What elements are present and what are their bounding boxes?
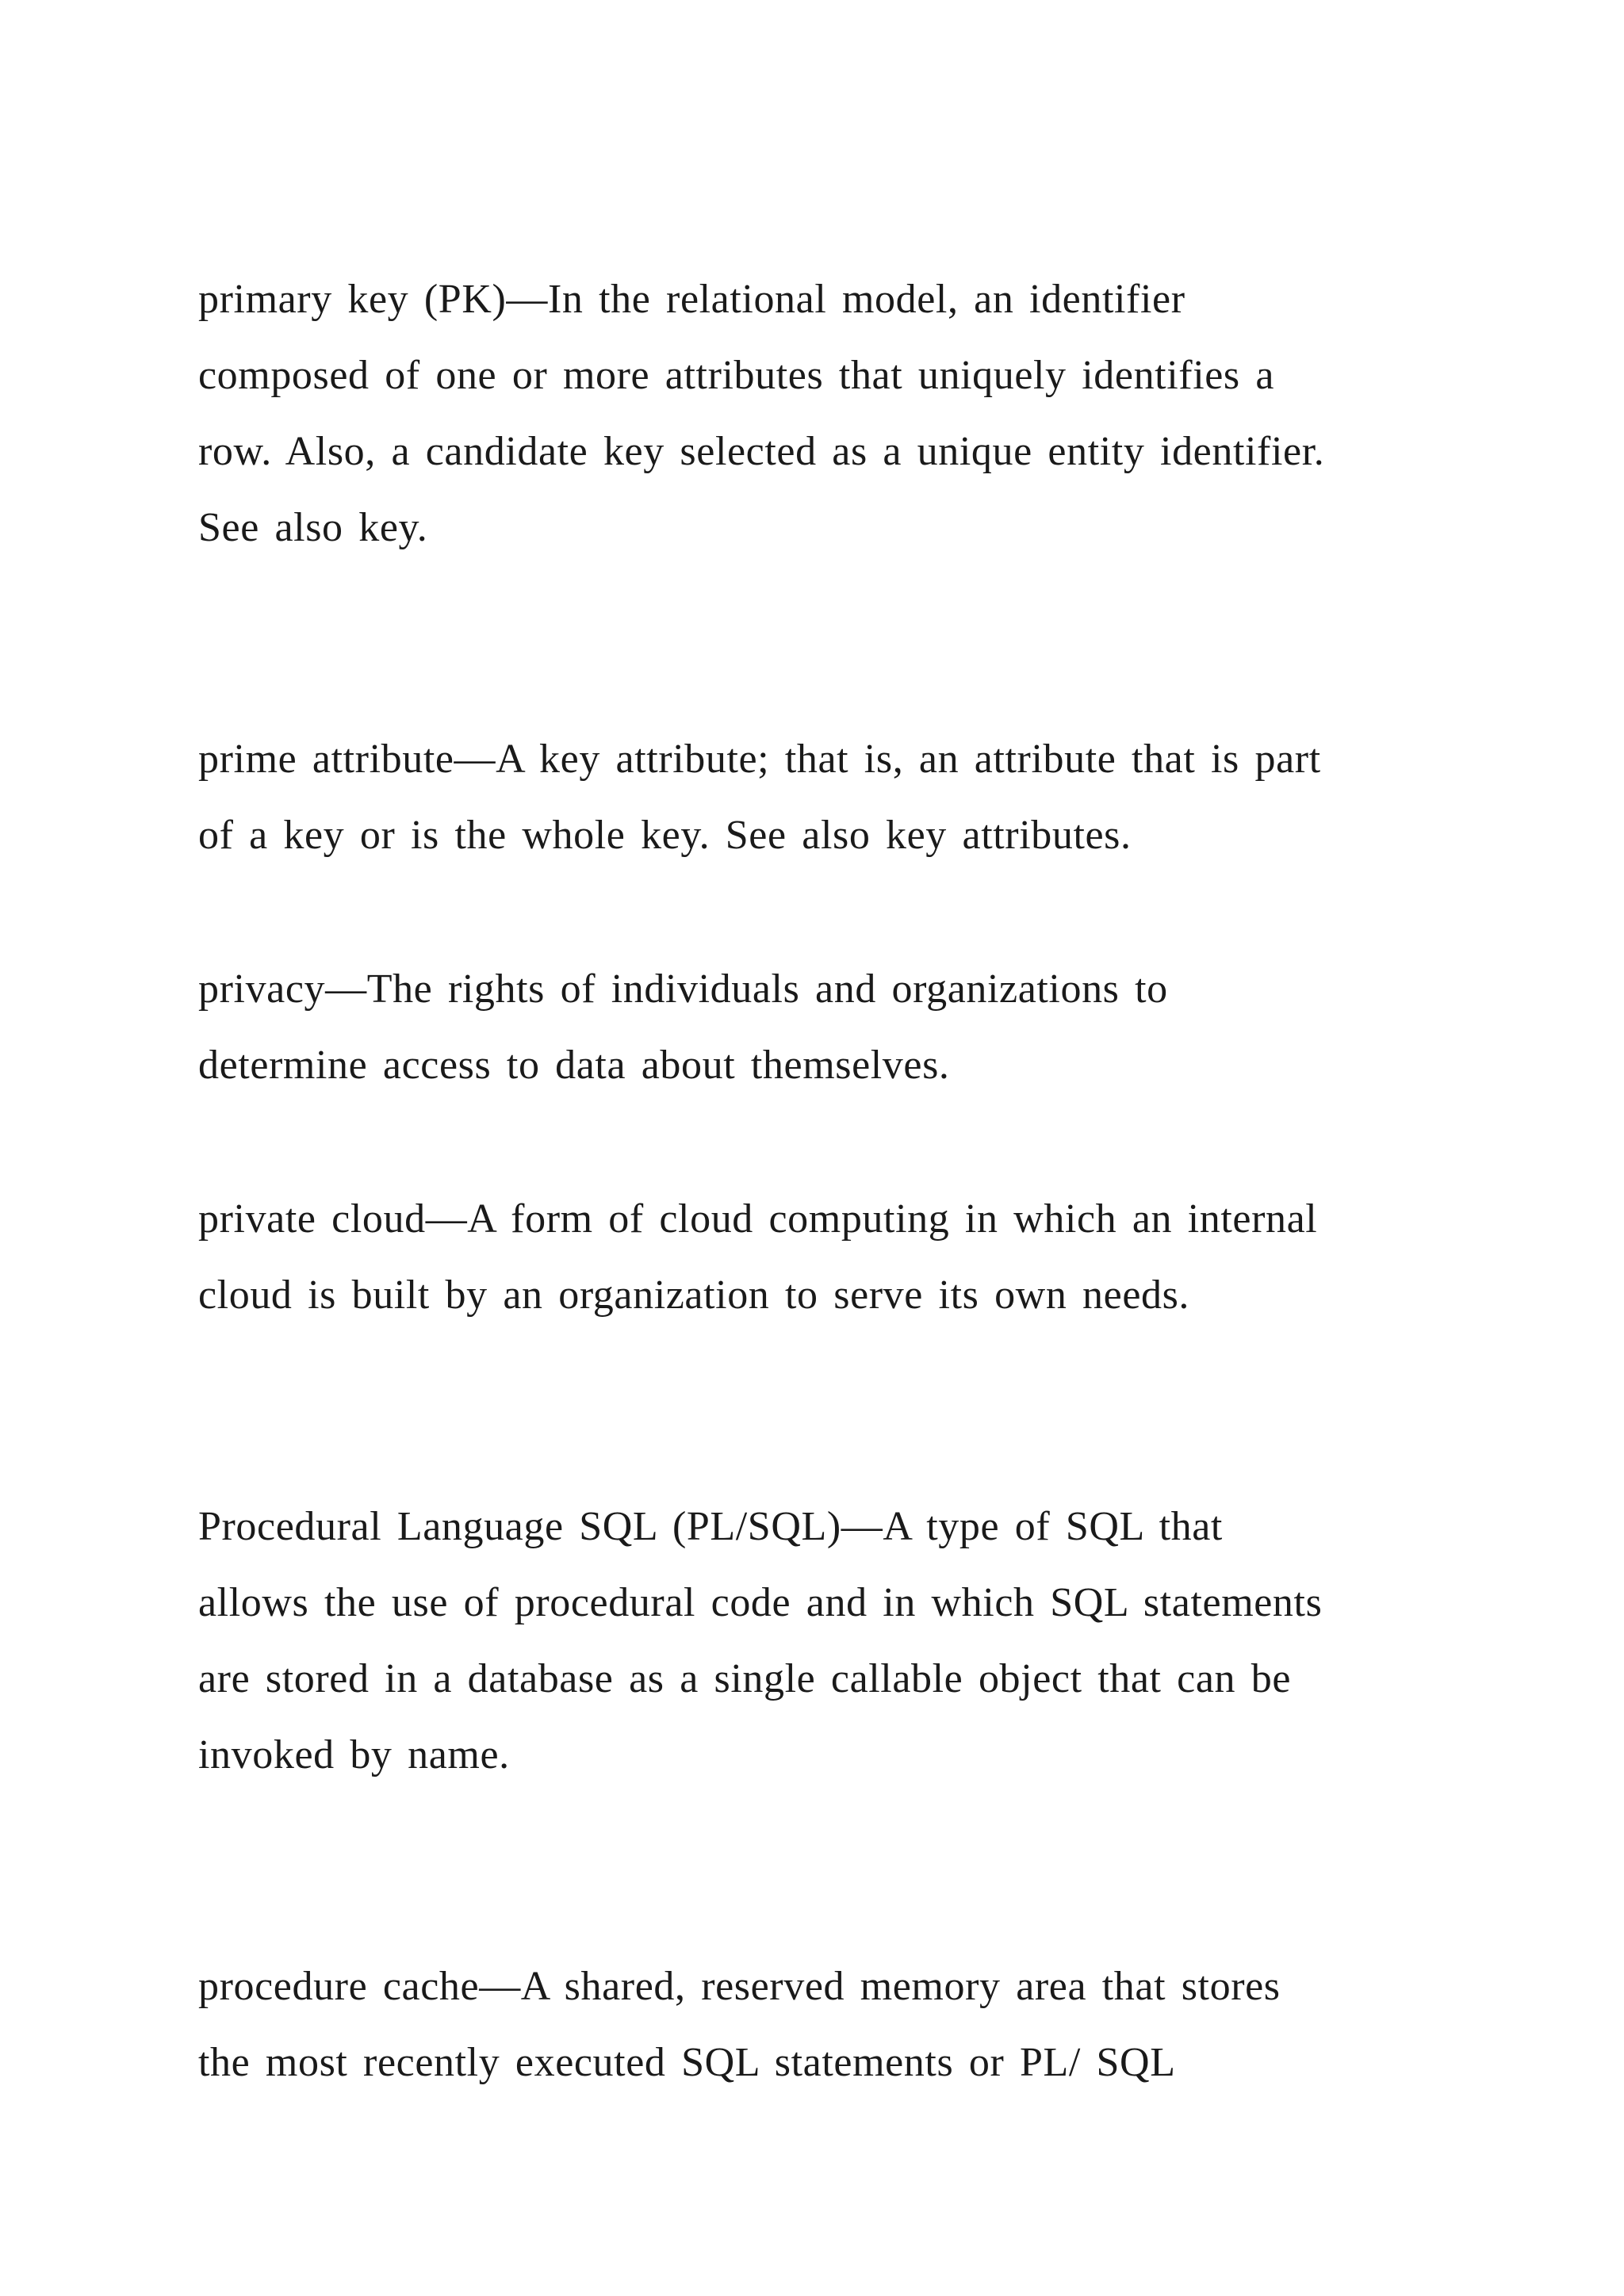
entry-line: composed of one or more attributes that uniquely identifies a [198,353,1275,398]
entry-line: prime attribute—A key attribute; that is, an attribute that is part [198,737,1321,782]
entry-line: determine access to data about themselves. [198,1043,950,1088]
entry-line: of a key or is the whole key. See also key attributes. [198,813,1132,858]
entry-line: cloud is built by an organization to serve its own needs. [198,1272,1190,1318]
entry-line: procedure cache—A shared, reserved memory area that stores [198,1964,1281,2009]
entry-line: the most recently executed SQL statements or PL/ SQL [198,2040,1176,2085]
entry-line: See also key. [198,505,428,550]
entry-line: private cloud—A form of cloud computing in which an internal [198,1196,1318,1242]
entry-line: are stored in a database as a single callable object that can be [198,1656,1292,1701]
entry-line: allows the use of procedural code and in which SQL statements [198,1580,1323,1625]
entry-line: Procedural Language SQL (PL/SQL)—A type of SQL that [198,1504,1223,1549]
entry-line: row. Also, a candidate key selected as a unique entity identifier. [198,429,1325,474]
entry-line: privacy—The rights of individuals and organizations to [198,966,1168,1012]
entry-line: invoked by name. [198,1732,510,1777]
entry-line: primary key (PK)—In the relational model, an identifier [198,277,1185,322]
